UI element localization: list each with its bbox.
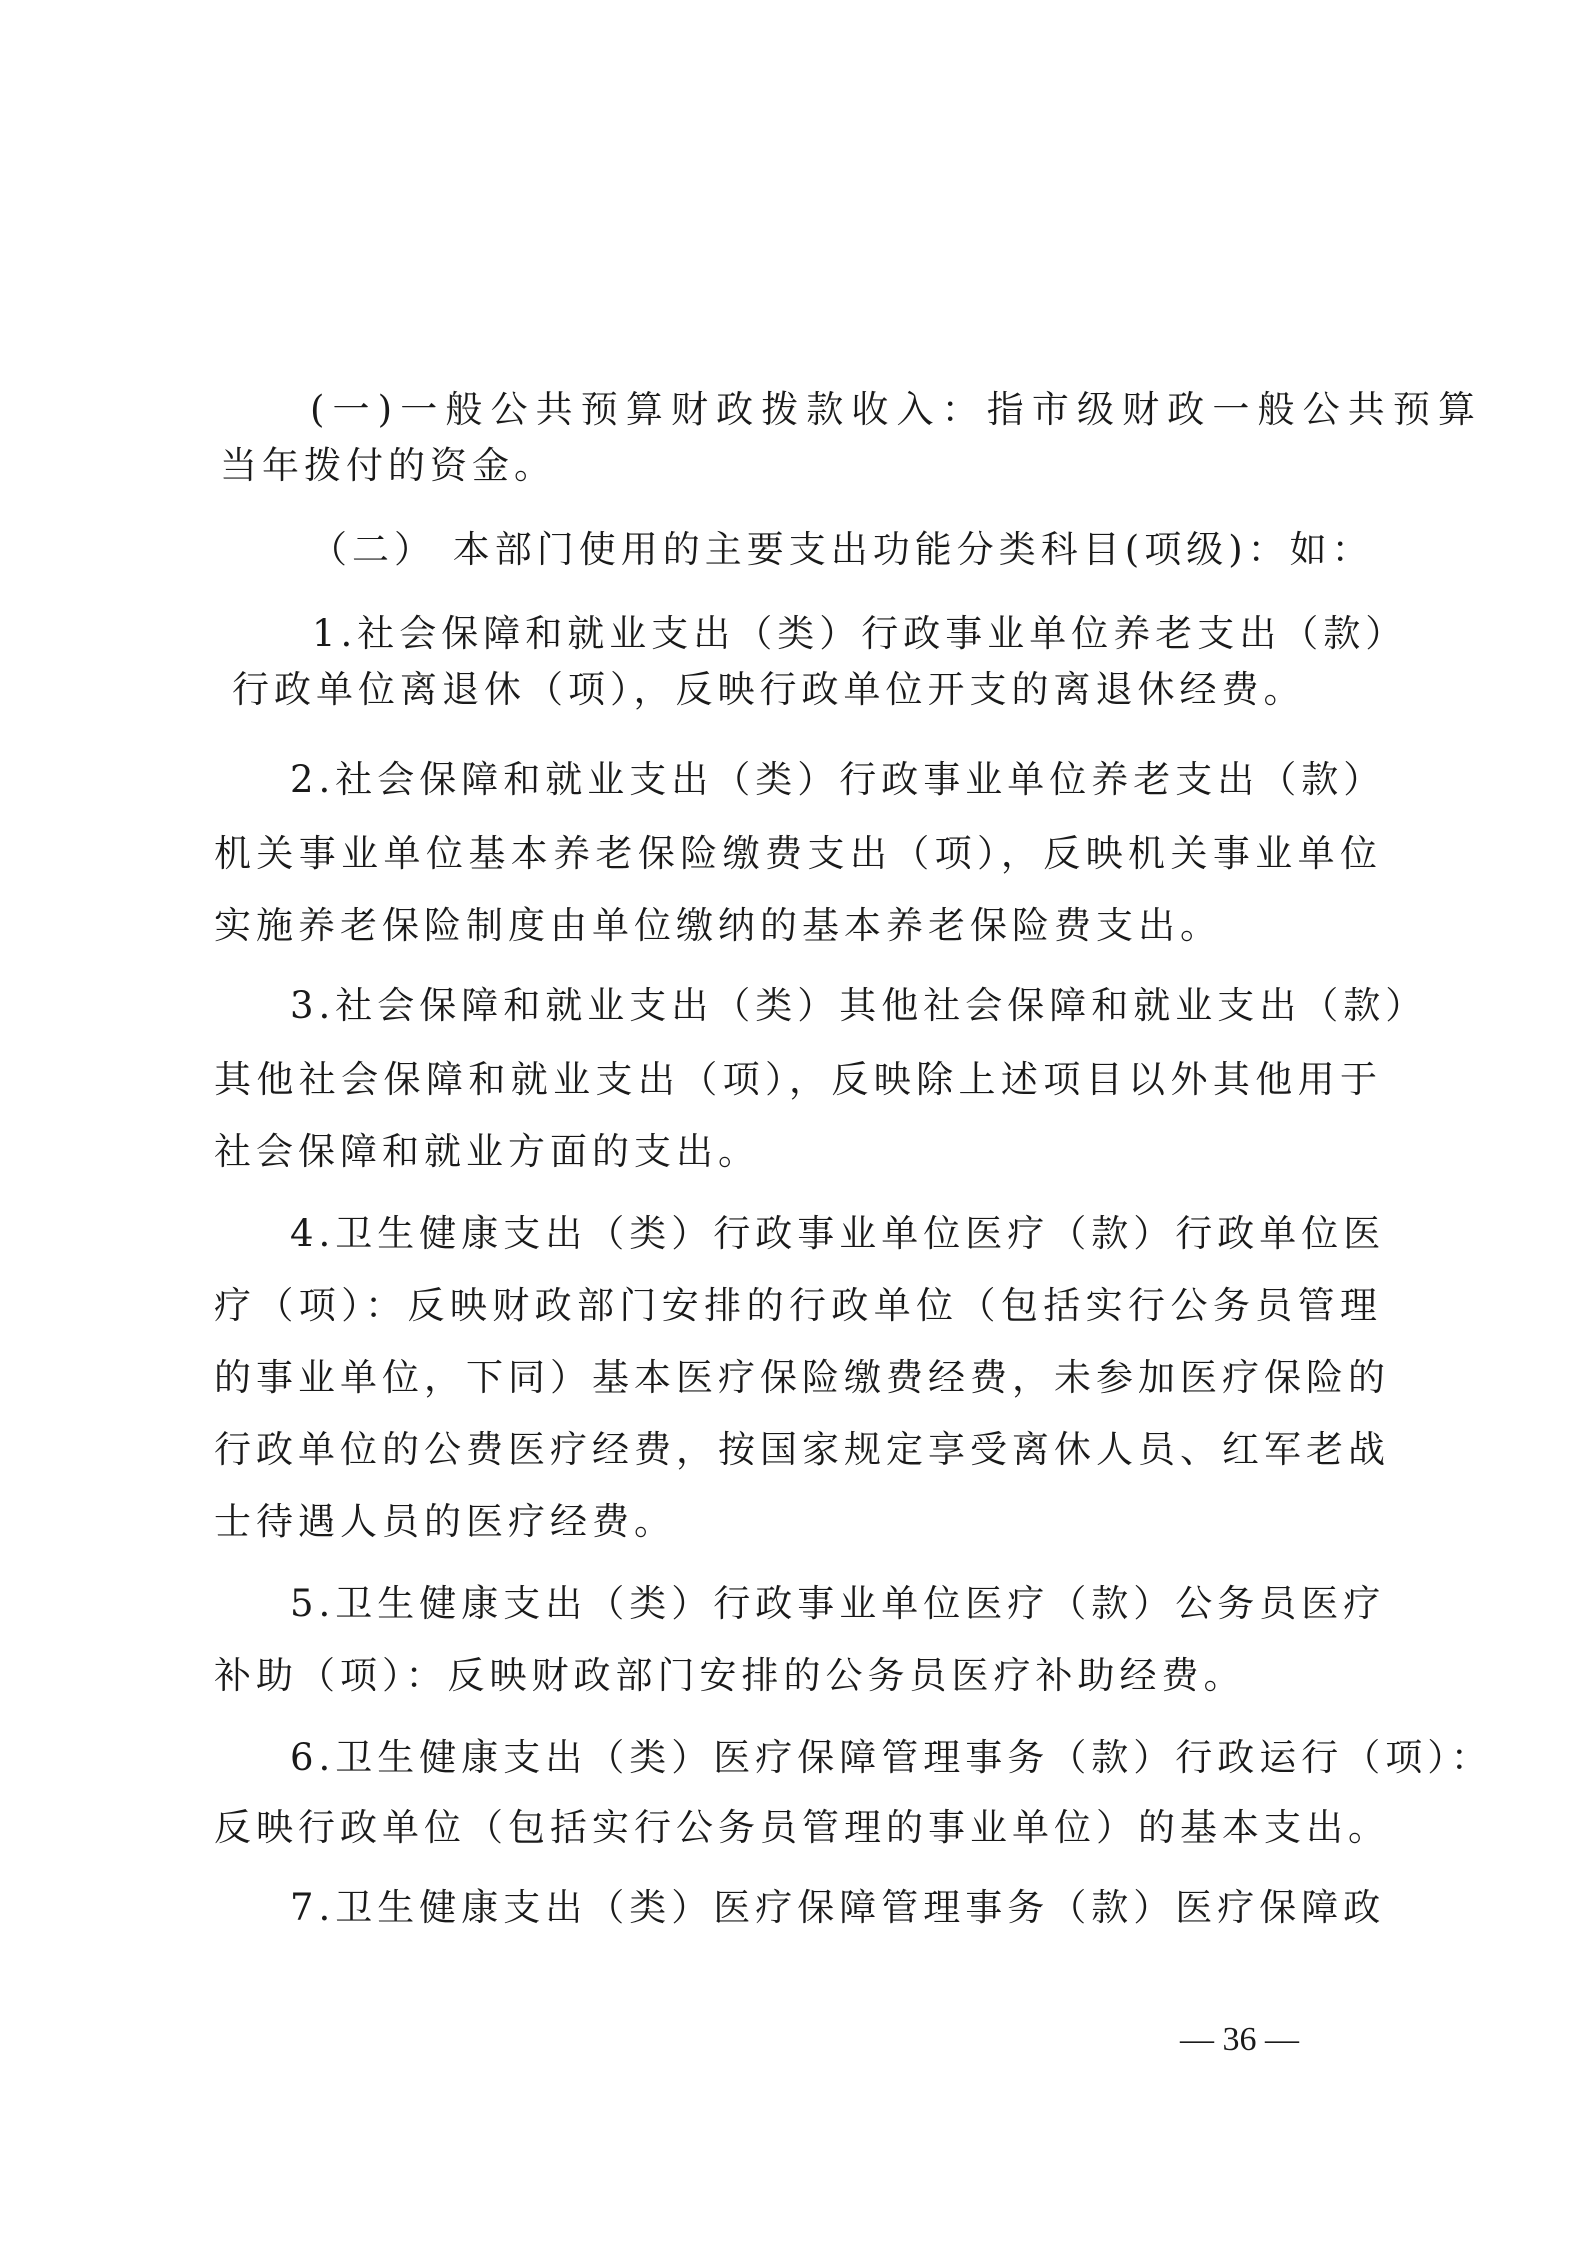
text-line: 社会保障和就业方面的支出。	[214, 1130, 760, 1173]
text-line: 行政单位的公费医疗经费，按国家规定享受离休人员、红军老战	[214, 1428, 1390, 1471]
text-line: 3.社会保障和就业支出（类）其他社会保障和就业支出（款）	[290, 984, 1428, 1027]
text-line: 士待遇人员的医疗经费。	[214, 1500, 676, 1543]
text-line: 疗（项）：反映财政部门安排的行政单位（包括实行公务员管理	[214, 1284, 1382, 1327]
text-line: （二） 本部门使用的主要支出功能分类科目(项级)：如：	[310, 528, 1374, 571]
text-line: 机关事业单位基本养老保险缴费支出（项），反映机关事业单位	[214, 832, 1382, 875]
text-line: 4.卫生健康支出（类）行政事业单位医疗（款）行政单位医	[290, 1212, 1386, 1255]
text-line: 7.卫生健康支出（类）医疗保障管理事务（款）医疗保障政	[290, 1886, 1386, 1929]
page-number: — 36 —	[1180, 2021, 1299, 2058]
text-line: 行政单位离退休（项），反映行政单位开支的离退休经费。	[232, 668, 1306, 711]
text-line: 反映行政单位（包括实行公务员管理的事业单位）的基本支出。	[214, 1806, 1390, 1849]
text-line: 实施养老保险制度由单位缴纳的基本养老保险费支出。	[214, 904, 1222, 947]
text-line: 5.卫生健康支出（类）行政事业单位医疗（款）公务员医疗	[290, 1582, 1386, 1625]
text-line: 其他社会保障和就业支出（项），反映除上述项目以外其他用于	[214, 1058, 1382, 1101]
text-line: 的事业单位，下同）基本医疗保险缴费经费，未参加医疗保险的	[214, 1356, 1390, 1399]
text-line: 补助（项）：反映财政部门安排的公务员医疗补助经费。	[214, 1654, 1246, 1697]
text-line: (一)一般公共预算财政拨款收入：指市级财政一般公共预算	[310, 388, 1480, 431]
text-line: 当年拨付的资金。	[220, 444, 556, 487]
text-line: 1.社会保障和就业支出（类）行政事业单位养老支出（款）	[312, 612, 1408, 655]
text-line: 2.社会保障和就业支出（类）行政事业单位养老支出（款）	[290, 758, 1386, 801]
text-line: 6.卫生健康支出（类）医疗保障管理事务（款）行政运行（项）：	[290, 1736, 1493, 1779]
